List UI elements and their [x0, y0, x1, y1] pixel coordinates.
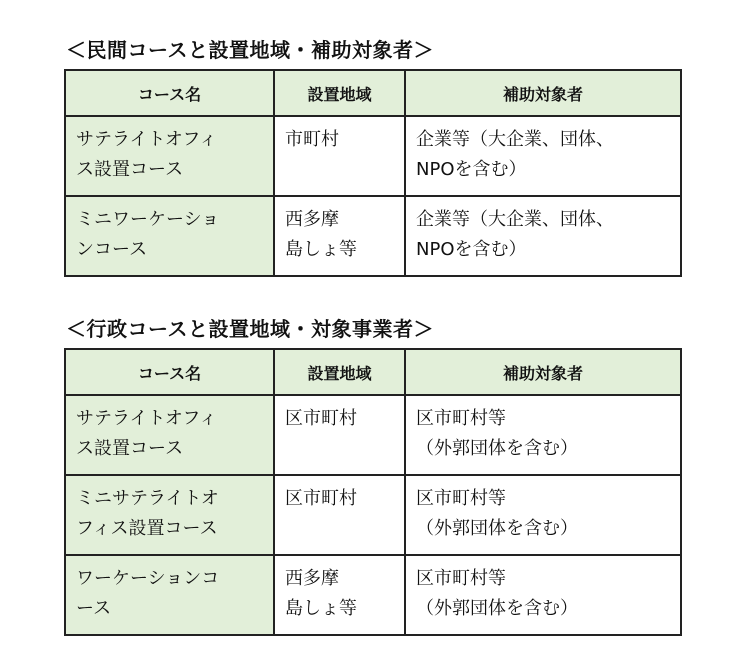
course-name-cell	[65, 196, 274, 276]
target-cell	[405, 555, 681, 635]
table-header-row	[65, 70, 681, 116]
cell-text: ス設置コース	[76, 159, 184, 180]
target-cell	[405, 116, 681, 196]
cell-text: （外郭団体を含む）	[416, 518, 578, 539]
cell-text: NPOを含む）	[416, 159, 527, 180]
region-cell	[274, 116, 405, 196]
cell-text: ンコース	[76, 239, 148, 260]
region-cell	[274, 555, 405, 635]
course-name-cell	[65, 395, 274, 475]
cell-text: 西多摩	[285, 209, 339, 230]
cell-text: （外郭団体を含む）	[416, 438, 578, 459]
cell-text: サテライトオフィ	[76, 129, 217, 150]
cell-text: ミニワーケーショ	[76, 209, 220, 230]
cell-text: 区市町村等	[416, 568, 506, 589]
column-header-target: 補助対象者	[405, 70, 681, 116]
cell-text: サテライトオフィ	[76, 408, 217, 429]
region-cell	[274, 395, 405, 475]
column-header-course: コース名	[65, 70, 274, 116]
table-row	[65, 196, 681, 276]
government-courses-table	[64, 348, 682, 636]
cell-text: 企業等（大企業、団体、	[416, 129, 614, 150]
column-header-course: コース名	[65, 349, 274, 395]
target-cell	[405, 196, 681, 276]
course-name-cell	[65, 555, 274, 635]
private-courses-table	[64, 69, 682, 277]
cell-text: 区市町村等	[416, 488, 506, 509]
cell-text: 島しょ等	[285, 598, 357, 619]
cell-text: （外郭団体を含む）	[416, 598, 578, 619]
cell-text: 島しょ等	[285, 239, 357, 260]
cell-text: NPOを含む）	[416, 239, 527, 260]
table-row	[65, 475, 681, 555]
cell-text: 企業等（大企業、団体、	[416, 209, 614, 230]
cell-text: 区市町村	[285, 488, 357, 509]
column-header-target: 補助対象者	[405, 349, 681, 395]
cell-text: 西多摩	[285, 568, 339, 589]
cell-text: ミニサテライトオ	[76, 488, 219, 509]
column-header-region: 設置地域	[274, 70, 405, 116]
cell-text: 区市町村等	[416, 408, 506, 429]
cell-text: ース	[76, 598, 112, 619]
region-cell	[274, 196, 405, 276]
cell-text: ス設置コース	[76, 438, 184, 459]
government-section-heading: ＜行政コースと設置地域・対象事業者＞	[66, 317, 434, 341]
target-cell	[405, 475, 681, 555]
table-row	[65, 116, 681, 196]
cell-text: ワーケーションコ	[76, 568, 220, 589]
private-section-heading: ＜民間コースと設置地域・補助対象者＞	[66, 38, 434, 62]
target-cell	[405, 395, 681, 475]
cell-text: フィス設置コース	[76, 518, 218, 539]
column-header-region: 設置地域	[274, 349, 405, 395]
cell-text: 市町村	[285, 129, 339, 150]
table-row	[65, 395, 681, 475]
cell-text: 区市町村	[285, 408, 357, 429]
table-row	[65, 555, 681, 635]
table-header-row	[65, 349, 681, 395]
region-cell	[274, 475, 405, 555]
course-name-cell	[65, 475, 274, 555]
course-name-cell	[65, 116, 274, 196]
